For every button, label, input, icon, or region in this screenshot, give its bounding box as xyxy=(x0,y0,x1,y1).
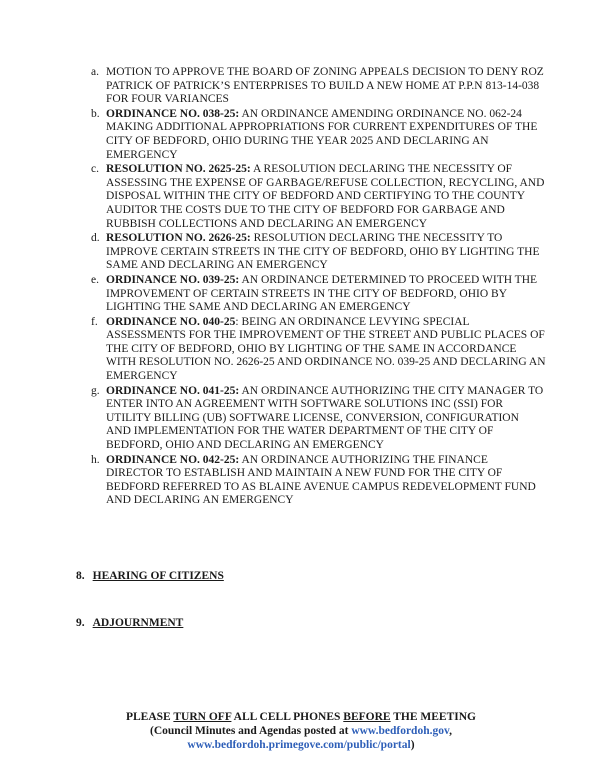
minutes-notice xyxy=(0,724,602,738)
section-number: 8. xyxy=(76,570,85,582)
item-letter: b. xyxy=(91,107,100,120)
item-bold-title: ORDINANCE NO. 040-25 xyxy=(106,315,236,328)
agenda-item xyxy=(86,108,546,162)
item-text: A RESOLUTION DECLARING THE NECESSITY OF ASSESSING THE EXPENSE OF GARBAGE/REFUSE COLLECTION, RECYCLING, AND DISPOSAL WITHIN THE CITY OF BEDFORD AND CERTIFYING TO THE COUNTY AUDITOR THE COSTS DUE TO THE CITY OF BEDFORD FOR GARBAGE AND RUBBISH COLLECTIONS AND DECLARING AN EMERGENCY xyxy=(106,163,545,230)
agenda-item xyxy=(86,232,546,273)
item-text: AN ORDINANCE AMENDING ORDINANCE NO. 062-24 MAKING ADDITIONAL APPROPRIATIONS FOR CURRENT EXPENDITURES OF THE CITY OF BEDFORD, OHIO DURING THE YEAR 2025 AND DECLARING AN EMERGENCY xyxy=(106,107,538,161)
notice-text: , xyxy=(449,725,452,737)
item-letter: d. xyxy=(91,232,100,245)
agenda-item xyxy=(86,385,546,453)
agenda-item xyxy=(86,316,546,384)
item-letter: a. xyxy=(91,66,99,78)
item-bold-title: RESOLUTION NO. 2625-25: xyxy=(106,163,251,176)
item-letter: f. xyxy=(91,315,98,328)
agenda-item-list xyxy=(86,66,546,509)
agenda-item xyxy=(86,274,546,315)
item-bold-title: ORDINANCE NO. 041-25: xyxy=(106,384,240,397)
item-text: AN ORDINANCE DETERMINED TO PROCEED WITH THE IMPROVEMENT OF CERTAIN STREETS IN THE CITY OF BEDFORD, OHIO BY LIGHTING THE SAME AND DECLARING AN EMERGENCY xyxy=(106,273,538,314)
item-letter: e. xyxy=(91,273,99,286)
item-bold-title: RESOLUTION NO. 2626-25: xyxy=(106,232,251,245)
item-text: : BEING AN ORDINANCE LEVYING SPECIAL ASSESSMENTS FOR THE IMPROVEMENT OF THE STREET AND PUBLIC PLACES OF THE CITY OF BEDFORD, OHIO BY LIGHTING OF THE SAME IN ACCORDANCE WITH RESOLUTION NO. 2626-25 AND ORDINANCE NO. 039-25 AND DECLARING AN EMERGENCY xyxy=(106,315,546,383)
notice-text: (Council Minutes and Agendas posted at xyxy=(150,725,352,737)
section-title: HEARING OF CITIZENS xyxy=(92,570,224,582)
item-text: AN ORDINANCE AUTHORIZING THE FINANCE DIRECTOR TO ESTABLISH AND MAINTAIN A NEW FUND FOR THE CITY OF BEDFORD REFERRED TO AS BLAINE AVENUE CAMPUS REDEVELOPMENT FUND AND DECLARING AN EMERGENCY xyxy=(106,453,536,507)
item-bold-title: ORDINANCE NO. 039-25: xyxy=(106,273,240,286)
agenda-item xyxy=(86,66,546,107)
item-letter: h. xyxy=(91,453,100,466)
agenda-item xyxy=(86,163,546,231)
item-text: MOTION TO APPROVE THE BOARD OF ZONING APPEALS DECISION TO DENY ROZ PATRICK OF PATRICK’S ENTERPRISES TO BUILD A NEW HOME AT P.P.N 813-14-038 FOR FOUR VARIANCES xyxy=(106,66,544,106)
notice-text: ALL CELL PHONES xyxy=(231,711,344,723)
notice-text: THE MEETING xyxy=(390,711,476,723)
item-bold-title: ORDINANCE NO. 038-25: xyxy=(106,107,240,120)
notice-emphasis: BEFORE xyxy=(343,711,391,723)
item-text: RESOLUTION DECLARING THE NECESSITY TO IMPROVE CERTAIN STREETS IN THE CITY OF BEDFORD, OHIO BY LIGHTING THE SAME AND DECLARING AN EMERGENCY xyxy=(106,232,540,272)
item-bold-title: ORDINANCE NO. 042-25: xyxy=(106,453,240,466)
website-link[interactable]: www.bedfordoh.gov xyxy=(351,725,450,737)
section-title: ADJOURNMENT xyxy=(92,617,184,629)
notice-text: ) xyxy=(410,739,415,751)
section-adjournment xyxy=(76,617,183,629)
item-letter: g. xyxy=(91,384,100,397)
section-number: 9. xyxy=(76,617,85,629)
portal-notice xyxy=(0,738,602,752)
portal-link[interactable]: www.bedfordoh.primegove.com/public/portal xyxy=(187,739,411,751)
section-hearing-of-citizens xyxy=(76,570,224,582)
agenda-item xyxy=(86,454,546,508)
notice-text: PLEASE xyxy=(125,711,174,723)
item-letter: c. xyxy=(91,163,99,176)
cell-phone-notice xyxy=(0,710,602,724)
item-text: AN ORDINANCE AUTHORIZING THE CITY MANAGER TO ENTER INTO AN AGREEMENT WITH SOFTWARE SOLUTIONS INC (SSI) FOR UTILITY BILLING (UB) SOFTWARE LICENSE, CONVERSION, CONFIGURATION AND IMPLEMENTATION FOR THE WATER DEPARTMENT OF THE CITY OF BEDFORD, OHIO AND DECLARING AN EMERGENCY xyxy=(106,384,544,452)
notice-emphasis: TURN OFF xyxy=(173,711,232,723)
footer-notice xyxy=(0,710,602,752)
